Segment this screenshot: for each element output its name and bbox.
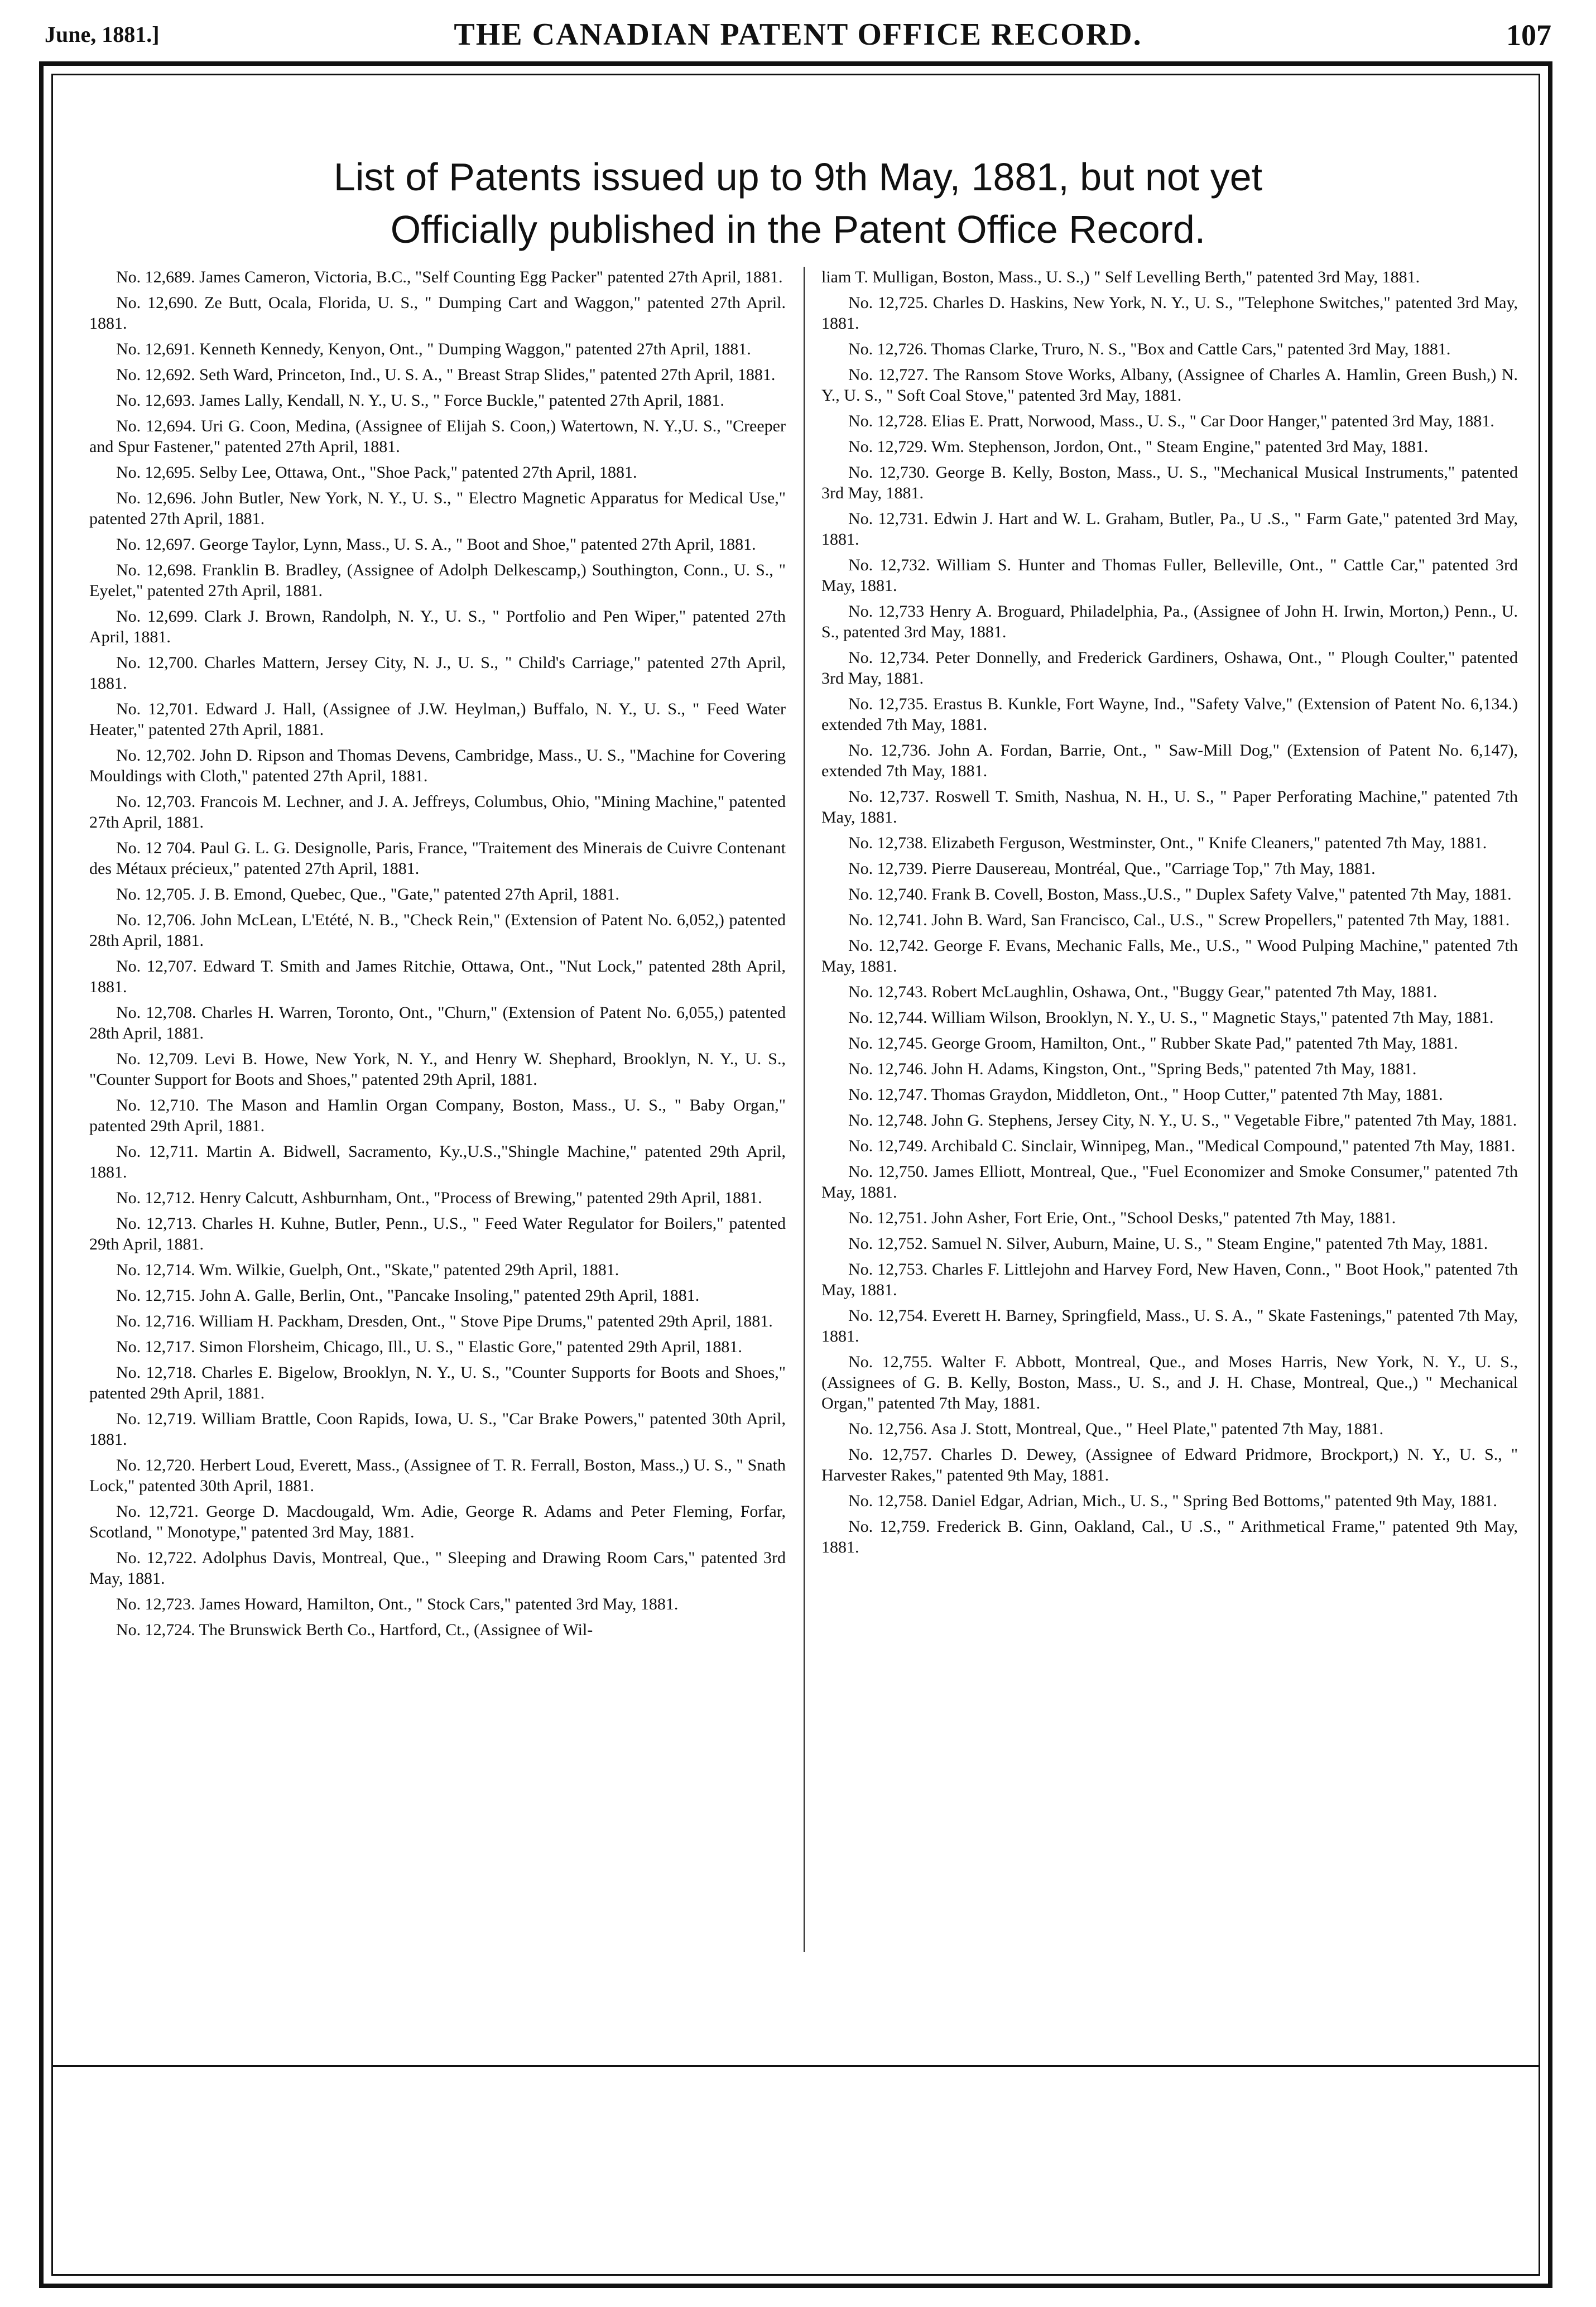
patent-entry: No. 12,747. Thomas Graydon, Middleton, Ont., " Hoop Cutter," patented 7th May, 1881.	[848, 1085, 1443, 1104]
patent-entry: No. 12,752. Samuel N. Silver, Auburn, Maine, U. S., " Steam Engine," patented 7th May, 1881.	[848, 1234, 1488, 1253]
patent-entry: No. 12,723. James Howard, Hamilton, Ont., " Stock Cars," patented 3rd May, 1881.	[116, 1595, 679, 1613]
patent-entry: No. 12,731. Edwin J. Hart and W. L. Graham, Butler, Pa., U .S., " Farm Gate," patented 3rd May, 1881.	[821, 510, 1518, 549]
patent-entry: No. 12,714. Wm. Wilkie, Guelph, Ont., "Skate," patented 29th April, 1881.	[116, 1261, 619, 1279]
patent-entry: No. 12,758. Daniel Edgar, Adrian, Mich., U. S., " Spring Bed Bottoms," patented 9th May, 1881.	[848, 1492, 1497, 1510]
patent-entry: No. 12,749. Archibald C. Sinclair, Winnipeg, Man., "Medical Compound," patented 7th May, 1881.	[848, 1137, 1516, 1155]
patent-entry: No. 12,755. Walter F. Abbott, Montreal, Que., and Moses Harris, New York, N. Y., U. S., (Assignees of G. B. Kelly, Boston, Mass., U. S., and J. H. Chase, Montreal, Que.,) " Mechanical Organ," patented 7th May, 1881.	[821, 1353, 1518, 1412]
running-head	[45, 10, 1551, 55]
patent-entry: No. 12,696. John Butler, New York, N. Y., U. S., " Electro Magnetic Apparatus for Medical Use," patented 27th April, 1881.	[89, 489, 786, 528]
patent-entry: No. 12,743. Robert McLaughlin, Oshawa, Ont., "Buggy Gear," patented 7th May, 1881.	[848, 983, 1438, 1001]
patent-entry: No. 12,699. Clark J. Brown, Randolph, N. Y., U. S., " Portfolio and Pen Wiper," patented 27th April, 1881.	[89, 607, 786, 646]
patent-entry: No. 12,730. George B. Kelly, Boston, Mass., U. S., "Mechanical Musical Instruments," patented 3rd May, 1881.	[821, 463, 1518, 502]
patent-entry: No. 12,690. Ze Butt, Ocala, Florida, U. S., " Dumping Cart and Waggon," patented 27th April. 1881.	[89, 294, 786, 333]
patent-entry: No. 12,698. Franklin B. Bradley, (Assignee of Adolph Delkescamp,) Southington, Conn., U. S., " Eyelet," patented 27th April, 1881.	[89, 561, 786, 600]
patent-entry: No. 12,736. John A. Fordan, Barrie, Ont., " Saw-Mill Dog," (Extension of Patent No. 6,147), extended 7th May, 1881.	[821, 741, 1518, 780]
patent-entry: No. 12,727. The Ransom Stove Works, Albany, (Assignee of Charles A. Hamlin, Green Bush,) N. Y., U. S., " Soft Coal Stove," patented 3rd May, 1881.	[821, 366, 1518, 405]
patent-entry: No. 12,700. Charles Mattern, Jersey City, N. J., U. S., " Child's Carriage," patented 27th April, 1881.	[89, 653, 786, 693]
patent-entry: No. 12,701. Edward J. Hall, (Assignee of J.W. Heylman,) Buffalo, N. Y., U. S., " Feed Water Heater," patented 27th April, 1881.	[89, 700, 786, 739]
patent-entry: No. 12,726. Thomas Clarke, Truro, N. S., "Box and Cattle Cars," patented 3rd May, 1881.	[848, 340, 1451, 358]
patent-entry: No. 12,740. Frank B. Covell, Boston, Mass.,U.S., " Duplex Safety Valve," patented 7th May, 1881.	[848, 885, 1512, 903]
patent-entry: No. 12,733 Henry A. Broguard, Philadelphia, Pa., (Assignee of John H. Irwin, Morton,) Penn., U. S., patented 3rd May, 1881.	[821, 602, 1518, 641]
journal-title: THE CANADIAN PATENT OFFICE RECORD.	[454, 17, 1142, 52]
patent-entry: No. 12,725. Charles D. Haskins, New York, N. Y., U. S., "Telephone Switches," patented 3rd May, 1881.	[821, 294, 1518, 333]
patent-entry: No. 12,735. Erastus B. Kunkle, Fort Wayne, Ind., "Safety Valve," (Extension of Patent No. 6,134.) extended 7th May, 1881.	[821, 695, 1518, 734]
patent-entry: No. 12,756. Asa J. Stott, Montreal, Que., " Heel Plate," patented 7th May, 1881.	[848, 1420, 1384, 1438]
patent-entry: No. 12,757. Charles D. Dewey, (Assignee of Edward Pridmore, Brockport,) N. Y., U. S., " Harvester Rakes," patented 9th May, 1881.	[821, 1445, 1518, 1484]
patent-entry: No. 12,691. Kenneth Kennedy, Kenyon, Ont., " Dumping Waggon," patented 27th April, 1881.	[116, 340, 751, 358]
patent-list	[89, 267, 1518, 1986]
page-heading	[67, 151, 1529, 256]
patent-entry: No. 12,745. George Groom, Hamilton, Ont., " Rubber Skate Pad," patented 7th May, 1881.	[848, 1034, 1458, 1052]
patent-entry: No. 12,751. John Asher, Fort Erie, Ont., "School Desks," patented 7th May, 1881.	[848, 1209, 1396, 1227]
patent-entry: No. 12,738. Elizabeth Ferguson, Westminster, Ont., " Knife Cleaners," patented 7th May, 1881.	[848, 834, 1487, 852]
patent-entry: No. 12,693. James Lally, Kendall, N. Y., U. S., " Force Buckle," patented 27th April, 1881.	[116, 391, 724, 410]
patent-entry: No. 12,748. John G. Stephens, Jersey City, N. Y., U. S., " Vegetable Fibre," patented 7th May, 1881.	[848, 1111, 1517, 1130]
patent-entry: No. 12,712. Henry Calcutt, Ashburnham, Ont., "Process of Brewing," patented 29th April, 1881.	[116, 1189, 762, 1207]
patent-entry: No. 12,695. Selby Lee, Ottawa, Ont., "Shoe Pack," patented 27th April, 1881.	[116, 463, 637, 482]
patent-entry: No. 12,759. Frederick B. Ginn, Oakland, Cal., U .S., " Arithmetical Frame," patented 9th May, 1881.	[821, 1517, 1518, 1556]
column-rule	[804, 267, 805, 1952]
heading-line-2: Officially published in the Patent Office Record.	[390, 208, 1206, 251]
patent-entry: No. 12,694. Uri G. Coon, Medina, (Assignee of Elijah S. Coon,) Watertown, N. Y.,U. S., "Creeper and Spur Fastener," patented 27th April, 1881.	[89, 417, 786, 456]
patent-entry: No. 12,720. Herbert Loud, Everett, Mass., (Assignee of T. R. Ferrall, Boston, Mass.,) U. S., " Snath Lock," patented 30th April, 1881.	[89, 1456, 786, 1495]
patent-entry: No. 12,746. John H. Adams, Kingston, Ont., "Spring Beds," patented 7th May, 1881.	[848, 1060, 1417, 1078]
left-column	[89, 267, 786, 1645]
patent-entry: No. 12,703. Francois M. Lechner, and J. A. Jeffreys, Columbus, Ohio, "Mining Machine," patented 27th April, 1881.	[89, 792, 786, 832]
patent-entry: No. 12,707. Edward T. Smith and James Ritchie, Ottawa, Ont., "Nut Lock," patented 28th April, 1881.	[89, 957, 786, 996]
patent-entry: No. 12,754. Everett H. Barney, Springfield, Mass., U. S. A., " Skate Fastenings," patented 7th May, 1881.	[821, 1306, 1518, 1345]
patent-entry: No. 12,697. George Taylor, Lynn, Mass., U. S. A., " Boot and Shoe," patented 27th April, 1881.	[116, 535, 756, 554]
patent-entry: No. 12,716. William H. Packham, Dresden, Ont., " Stove Pipe Drums," patented 29th April, 1881.	[116, 1312, 773, 1330]
patent-entry: No. 12,728. Elias E. Pratt, Norwood, Mass., U. S., " Car Door Hanger," patented 3rd May, 1881.	[848, 412, 1494, 430]
patent-entry: No. 12,702. John D. Ripson and Thomas Devens, Cambridge, Mass., U. S., "Machine for Covering Mouldings with Cloth," patented 27th April, 1881.	[89, 746, 786, 785]
patent-entry: No. 12,706. John McLean, L'Etété, N. B., "Check Rein," (Extension of Patent No. 6,052,) patented 28th April, 1881.	[89, 911, 786, 950]
patent-entry: No. 12,718. Charles E. Bigelow, Brooklyn, N. Y., U. S., "Counter Supports for Boots and Shoes," patented 29th April, 1881.	[89, 1363, 786, 1402]
patent-entry: No. 12,689. James Cameron, Victoria, B.C., "Self Counting Egg Packer" patented 27th April, 1881.	[116, 268, 783, 286]
patent-entry: No. 12,721. George D. Macdougald, Wm. Adie, George R. Adams and Peter Fleming, Forfar, Scotland, " Monotype," patented 3rd May, 1881.	[89, 1502, 786, 1541]
page-number: 107	[1506, 18, 1551, 52]
issue-date: June, 1881.]	[45, 22, 160, 47]
patent-entry: No. 12,732. William S. Hunter and Thomas Fuller, Belleville, Ont., " Cattle Car," patented 3rd May, 1881.	[821, 556, 1518, 595]
right-column	[821, 267, 1518, 1563]
patent-entry: No. 12,692. Seth Ward, Princeton, Ind., U. S. A., " Breast Strap Slides," patented 27th April, 1881.	[116, 366, 776, 384]
patent-entry: No. 12,719. William Brattle, Coon Rapids, Iowa, U. S., "Car Brake Powers," patented 30th April, 1881.	[89, 1410, 786, 1449]
patent-entry: No. 12,709. Levi B. Howe, New York, N. Y., and Henry W. Shephard, Brooklyn, N. Y., U. S., "Counter Support for Boots and Shoes," patented 29th April, 1881.	[89, 1050, 786, 1089]
patent-entry: No. 12,713. Charles H. Kuhne, Butler, Penn., U.S., " Feed Water Regulator for Boilers," patented 29th April, 1881.	[89, 1214, 786, 1253]
bottom-rule	[51, 2065, 1540, 2067]
patent-entry: No. 12,739. Pierre Dausereau, Montréal, Que., "Carriage Top," 7th May, 1881.	[848, 859, 1376, 878]
patent-entry: No. 12,753. Charles F. Littlejohn and Harvey Ford, New Haven, Conn., " Boot Hook," patented 7th May, 1881.	[821, 1260, 1518, 1299]
patent-entry: No. 12,711. Martin A. Bidwell, Sacramento, Ky.,U.S.,"Shingle Machine," patented 29th April, 1881.	[89, 1142, 786, 1181]
heading-line-1: List of Patents issued up to 9th May, 1881, but not yet	[333, 155, 1263, 199]
patent-entry: No. 12,722. Adolphus Davis, Montreal, Que., " Sleeping and Drawing Room Cars," patented 3rd May, 1881.	[89, 1549, 786, 1588]
patent-entry: No. 12,741. John B. Ward, San Francisco, Cal., U.S., " Screw Propellers," patented 7th May, 1881.	[848, 911, 1510, 929]
patent-entry: No. 12,717. Simon Florsheim, Chicago, Ill., U. S., " Elastic Gore," patented 29th April, 1881.	[116, 1338, 742, 1356]
patent-entry: No. 12,734. Peter Donnelly, and Frederick Gardiners, Oshawa, Ont., " Plough Coulter," patented 3rd May, 1881.	[821, 648, 1518, 688]
patent-entry: No. 12,710. The Mason and Hamlin Organ Company, Boston, Mass., U. S., " Baby Organ," patented 29th April, 1881.	[89, 1096, 786, 1135]
patent-entry: No. 12,737. Roswell T. Smith, Nashua, N. H., U. S., " Paper Perforating Machine," patented 7th May, 1881.	[821, 787, 1518, 826]
patent-entry: No. 12,708. Charles H. Warren, Toronto, Ont., "Churn," (Extension of Patent No. 6,055,) patented 28th April, 1881.	[89, 1003, 786, 1042]
patent-entry: No. 12,744. William Wilson, Brooklyn, N. Y., U. S., " Magnetic Stays," patented 7th May, 1881.	[848, 1008, 1494, 1027]
patent-entry: No. 12,724. The Brunswick Berth Co., Hartford, Ct., (Assignee of Wil-	[116, 1621, 593, 1639]
patent-entry: No. 12,750. James Elliott, Montreal, Que., "Fuel Economizer and Smoke Consumer," patented 7th May, 1881.	[821, 1162, 1518, 1201]
patent-entry: No. 12,742. George F. Evans, Mechanic Falls, Me., U.S., " Wood Pulping Machine," patented 7th May, 1881.	[821, 936, 1518, 975]
patent-entry: No. 12,705. J. B. Emond, Quebec, Que., "Gate," patented 27th April, 1881.	[116, 885, 619, 903]
patent-entry: liam T. Mulligan, Boston, Mass., U. S.,) " Self Levelling Berth," patented 3rd May, 1881.	[821, 268, 1420, 286]
patent-entry: No. 12,729. Wm. Stephenson, Jordon, Ont., " Steam Engine," patented 3rd May, 1881.	[848, 438, 1429, 456]
patent-entry: No. 12,715. John A. Galle, Berlin, Ont., "Pancake Insoling," patented 29th April, 1881.	[116, 1286, 700, 1305]
patent-entry: No. 12 704. Paul G. L. G. Designolle, Paris, France, "Traitement des Minerais de Cuivre Contenant des Métaux précieux," patented 27th April, 1881.	[89, 839, 786, 878]
